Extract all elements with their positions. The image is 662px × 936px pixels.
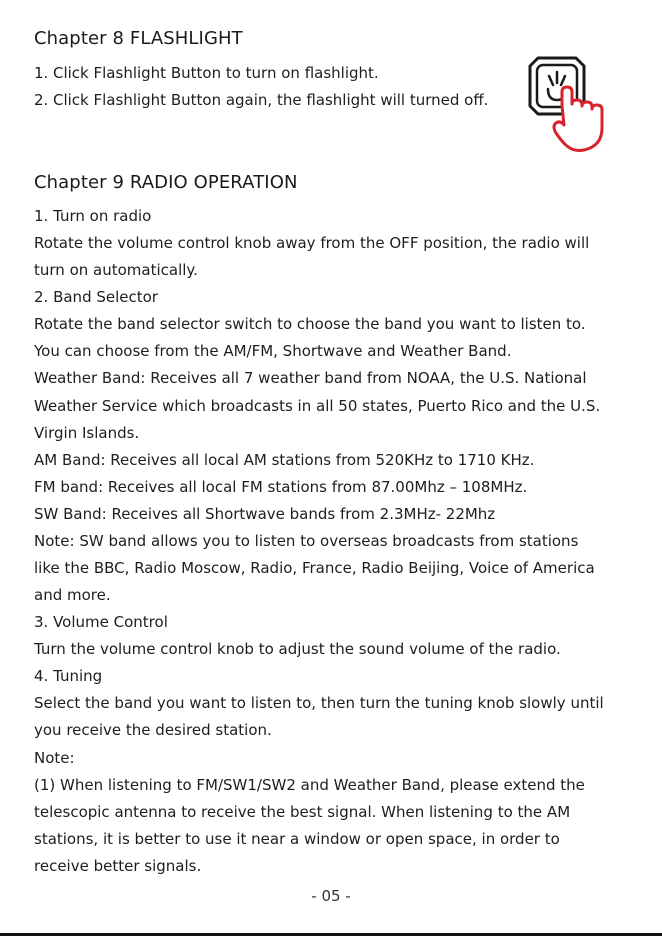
text-line: Rotate the band selector switch to choose the band you want to listen to.: [34, 315, 586, 334]
text-line: SW Band: Receives all Shortwave bands from 2.3MHz- 22Mhz: [34, 504, 496, 523]
text-line: Note:: [34, 748, 75, 767]
text-line: Weather Service which broadcasts in all 50 states, Puerto Rico and the U.S.: [34, 396, 601, 415]
text-line: 2. Band Selector: [34, 288, 158, 307]
text-line: Turn the volume control knob to adjust the sound volume of the radio.: [34, 640, 561, 659]
text-line: 4. Tuning: [34, 667, 103, 686]
flashlight-step-1: [34, 60, 504, 87]
text-line: 3. Volume Control: [34, 613, 168, 632]
chapter-9-title: Chapter 9 RADIO OPERATION: [34, 172, 298, 193]
text-line: you receive the desired station.: [34, 721, 272, 740]
text-line: FM band: Receives all local FM stations from 87.00Mhz – 108MHz.: [34, 477, 528, 496]
text-line: AM Band: Receives all local AM stations from 520KHz to 1710 KHz.: [34, 450, 535, 469]
text-line: Weather Band: Receives all 7 weather band from NOAA, the U.S. National: [34, 369, 587, 388]
text-line: 1. Turn on radio: [34, 207, 152, 225]
flashlight-button-press-icon: [518, 56, 628, 156]
step-text: Click Flashlight Button again, the flashlight will turned off.: [53, 91, 489, 109]
text-line: Select the band you want to listen to, then turn the tuning knob slowly until: [34, 694, 604, 713]
flashlight-step-2: [34, 87, 504, 114]
text-line: You can choose from the AM/FM, Shortwave and Weather Band.: [34, 342, 512, 361]
text-line: turn on automatically.: [34, 261, 198, 280]
chapter-8-title: Chapter 8 FLASHLIGHT: [34, 28, 243, 49]
flashlight-steps: [34, 60, 504, 114]
radio-operation-body: [34, 203, 634, 880]
text-line: receive better signals.: [34, 856, 202, 875]
text-line: stations, it is better to use it near a window or open space, in order to: [34, 829, 560, 848]
step-number: 2.: [34, 91, 49, 109]
step-text: Click Flashlight Button to turn on flashlight.: [53, 64, 379, 82]
text-line: like the BBC, Radio Moscow, Radio, France, Radio Beijing, Voice of America: [34, 559, 595, 578]
text-line: Note: SW band allows you to listen to overseas broadcasts from stations: [34, 531, 579, 550]
text-line: Rotate the volume control knob away from the OFF position, the radio will: [34, 234, 590, 253]
text-line: telescopic antenna to receive the best signal. When listening to the AM: [34, 802, 571, 821]
page-number: - 05 -: [311, 887, 351, 905]
text-line: Virgin Islands.: [34, 423, 140, 442]
text-line: and more.: [34, 586, 111, 605]
step-number: 1.: [34, 64, 49, 82]
text-line: (1) When listening to FM/SW1/SW2 and Weather Band, please extend the: [34, 775, 585, 794]
